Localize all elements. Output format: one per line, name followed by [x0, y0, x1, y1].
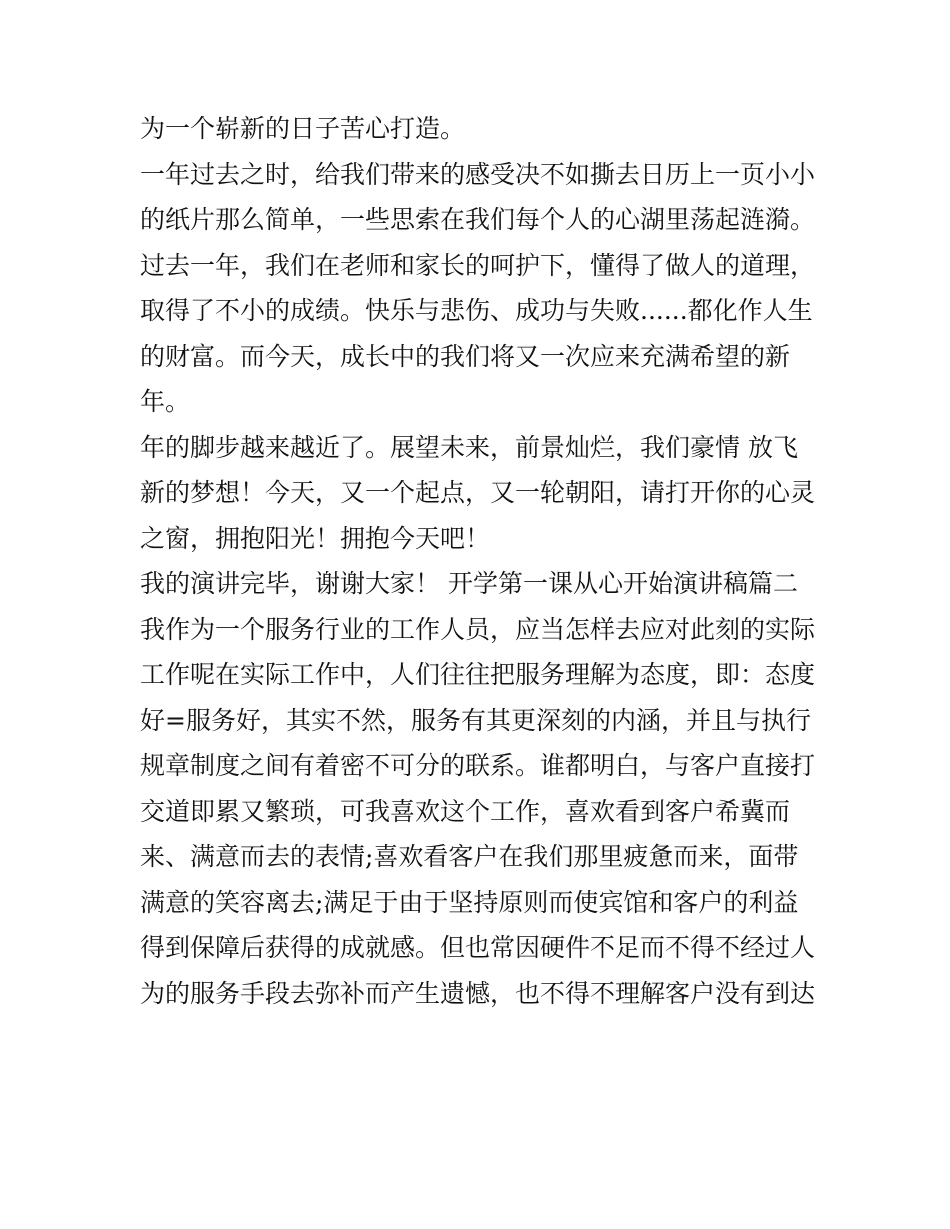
text-line: 取得了不小的成绩。快乐与悲伤、成功与失败......都化作人生	[140, 296, 813, 325]
text-line: 为的服务手段去弥补而产生遗憾，也不得不理解客户没有到达	[140, 978, 816, 1008]
text-line: 规章制度之间有着密不可分的联系。谁都明白，与客户直接打	[140, 751, 816, 780]
text-line: 得到保障后获得的成就感。但也常因硬件不足而不得不经过人	[140, 933, 816, 962]
text-line: 之窗，拥抱阳光！拥抱今天吧！	[140, 523, 491, 553]
text-line: 为一个崭新的日子苦心打造。	[140, 114, 466, 143]
text-line: 交道即累又繁琐，可我喜欢这个工作，喜欢看到客户希冀而	[140, 796, 791, 826]
text-line: 来、满意而去的表情;喜欢看客户在我们那里疲惫而来，面带	[140, 842, 799, 871]
text-line: 我的演讲完毕，谢谢大家！ 开学第一课从心开始演讲稿篇二	[140, 569, 798, 598]
text-line: 年。	[140, 387, 191, 416]
text-line: 好=服务好，其实不然，服务有其更深刻的内涵，并且与执行	[140, 705, 811, 735]
document-body	[140, 106, 820, 1016]
text-line: 过去一年，我们在老师和家长的呵护下，懂得了做人的道理，	[140, 250, 816, 280]
text-line: 的纸片那么简单，一些思索在我们每个人的心湖里荡起涟漪。	[140, 205, 816, 234]
text-line: 的财富。而今天，成长中的我们将又一次应来充满希望的新	[140, 341, 791, 371]
text-line: 工作呢在实际工作中，人们往往把服务理解为态度，即：态度	[140, 660, 816, 689]
text-line: 满意的笑容离去;满足于由于坚持原则而使宾馆和客户的利益	[140, 887, 799, 917]
text-line: 我作为一个服务行业的工作人员，应当怎样去应对此刻的实际	[140, 614, 816, 644]
text-line: 年的脚步越来越近了。展望未来，前景灿烂，我们豪情 放飞	[140, 432, 798, 462]
text-line: 新的梦想！今天，又一个起点，又一轮朝阳，请打开你的心灵	[140, 478, 816, 507]
text-line: 一年过去之时，给我们带来的感受决不如撕去日历上一页小小	[140, 159, 816, 189]
